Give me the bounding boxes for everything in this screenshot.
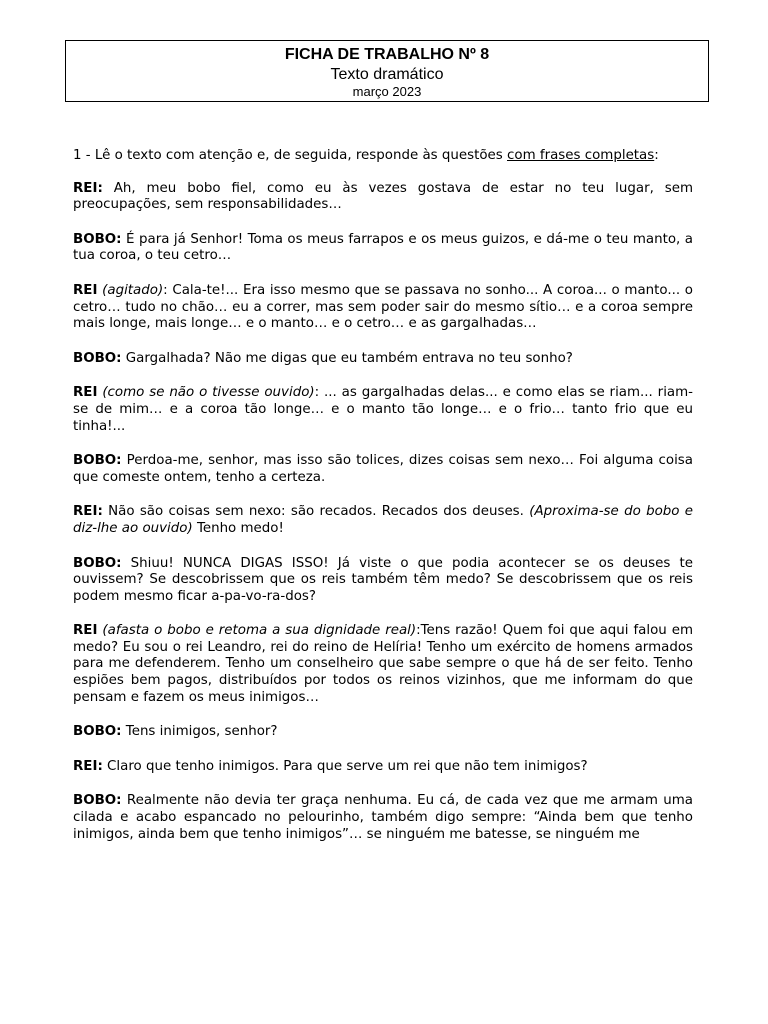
- document-body: [73, 148, 693, 861]
- dialogue-line: [73, 453, 693, 486]
- line-text: Tens inimigos, senhor?: [121, 724, 278, 740]
- worksheet-header: [65, 40, 709, 102]
- speaker-name: REI:: [73, 504, 103, 520]
- stage-direction: (agitado): [97, 282, 164, 298]
- dialogue-line: [73, 623, 693, 706]
- dialogue-line: [73, 385, 693, 435]
- speaker-name: REI:: [73, 180, 103, 196]
- dialogue-line: [73, 232, 693, 265]
- line-text: Realmente não devia ter graça nenhuma. Eu cá, de cada vez que me armam uma cilada e acabo espancado no pelourinho, também digo sempre: “Ainda bem que tenho inimigos, ainda bem que tenho inimigos”… se ninguém me batesse, se ninguém me: [73, 793, 693, 842]
- line-text: :Tens razão! Quem foi que aqui falou em medo? Eu sou o rei Leandro, rei do reino de Helíria! Tenho um exército de homens armados para me defenderem. Tenho um conselheiro que sabe sempre o que há de ser feito. Tenho espiões bem pagos, distribuídos por todos os reinos vizinhos, que me informam do que pensam e fazem os meus inimigos…: [73, 623, 694, 705]
- line-text: : ... as gargalhadas delas... e como elas se riam... riam-se de mim… e a coroa tão longe… e o manto tão longe… e o frio… tanto frio que eu tinha!...: [73, 385, 693, 434]
- line-text: Shiuu! NUNCA DIGAS ISSO! Já viste o que podia acontecer se os deuses te ouvissem? Se descobrissem que os reis também têm medo? Se descobrissem que os reis podem mesmo ficar a-pa-vo-ra-dos?: [73, 555, 693, 604]
- speaker-name: BOBO:: [73, 231, 122, 247]
- line-text: Não são coisas sem nexo: são recados. Recados dos deuses.: [102, 504, 530, 520]
- speaker-name: BOBO:: [73, 555, 122, 571]
- dialogue-line: [73, 283, 693, 333]
- speaker-name: BOBO:: [73, 793, 122, 809]
- instruction-emphasis: com frases completas: [507, 148, 655, 163]
- line-text: Ah, meu bobo fiel, como eu às vezes gostava de estar no teu lugar, sem preocupações, sem responsabilidades…: [73, 180, 693, 213]
- dialogue-line: [73, 504, 693, 537]
- stage-direction: (Aproxima-se do bobo e diz-lhe ao ouvido): [73, 504, 694, 536]
- line-text: Gargalhada? Não me digas que eu também entrava no teu sonho?: [121, 350, 573, 366]
- dialogue-line: [73, 351, 693, 368]
- speaker-name: BOBO:: [73, 350, 122, 366]
- instruction: [73, 148, 693, 165]
- worksheet-title: FICHA DE TRABALHO Nº 8: [284, 46, 490, 63]
- line-text: É para já Senhor! Toma os meus farrapos e os meus guizos, e dá-me o teu manto, a tua coroa, o teu cetro…: [73, 231, 693, 264]
- instruction-suffix: :: [654, 148, 659, 163]
- line-text: : Cala-te!... Era isso mesmo que se passava no sonho... A coroa... o manto... o cetro… tudo no chão… eu a correr, mas sem poder sair do mesmo sítio… e a coroa sempre mais longe, mais longe… e o manto… e o cetro… e as gargalhadas…: [73, 282, 693, 332]
- speaker-name: REI: [73, 623, 98, 639]
- dialogue-line: [73, 724, 693, 741]
- stage-direction: (como se não o tivesse ouvido): [97, 385, 315, 401]
- line-text: Claro que tenho inimigos. Para que serve um rei que não tem inimigos?: [102, 758, 588, 774]
- worksheet-date: março 2023: [352, 84, 422, 99]
- speaker-name: BOBO:: [73, 724, 122, 740]
- speaker-name: REI: [73, 385, 98, 401]
- dialogue-line: [73, 556, 693, 606]
- line-text: Perdoa-me, senhor, mas isso são tolices, dizes coisas sem nexo… Foi alguma coisa que comeste ontem, tenho a certeza.: [73, 453, 693, 485]
- line-text: Tenho medo!: [192, 520, 284, 536]
- speaker-name: REI: [73, 282, 98, 298]
- instruction-text: 1 - Lê o texto com atenção e, de seguida, responde às questões: [73, 148, 508, 163]
- dialogue-line: [73, 181, 693, 214]
- stage-direction: (afasta o bobo e retoma a sua dignidade real): [97, 623, 417, 639]
- worksheet-subtitle: Texto dramático: [330, 66, 444, 83]
- dialogue-line: [73, 759, 693, 776]
- speaker-name: BOBO:: [73, 453, 122, 469]
- dialogue-line: [73, 793, 693, 843]
- speaker-name: REI:: [73, 758, 103, 774]
